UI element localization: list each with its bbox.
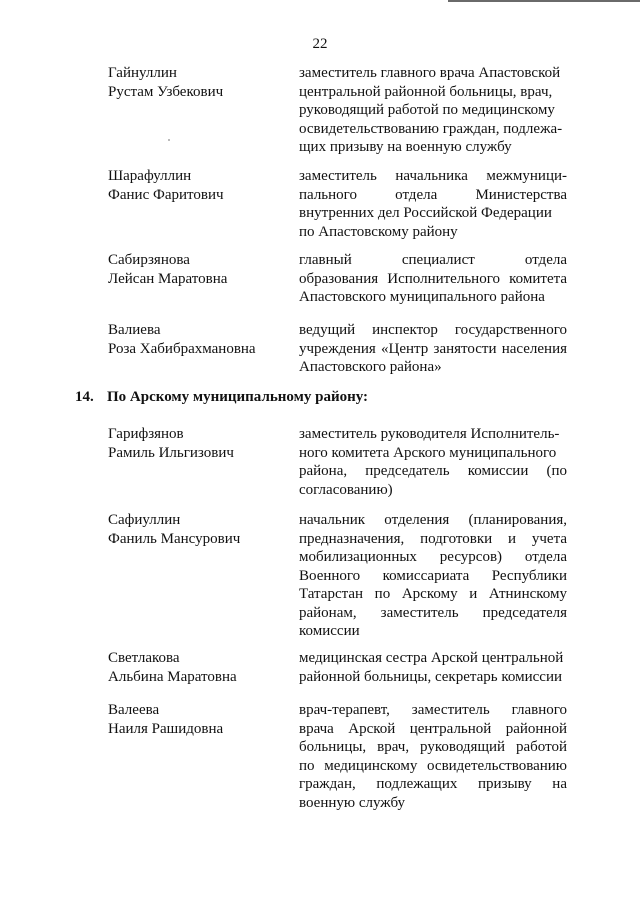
- role-line: предназначения, подготовки и учета: [299, 530, 567, 547]
- role-line: граждан, подлежащих призыву на: [299, 776, 567, 792]
- role-line: согласованию): [299, 481, 393, 498]
- member-role: [299, 251, 567, 307]
- surname: Сабирзянова: [108, 252, 190, 268]
- role-line: врач-терапевт, заместитель главного: [299, 702, 567, 718]
- given-name: Роза Хабибрахмановна: [108, 340, 256, 357]
- role-line: Апастовского муниципального района: [299, 289, 545, 305]
- role-line: освидетельствованию граждан, подлежа-: [299, 120, 563, 137]
- section-title: По Арскому муниципальному району:: [107, 389, 369, 405]
- role-line: образования Исполнительного комитета: [299, 270, 567, 287]
- member-name: [108, 649, 288, 686]
- page-number: 22: [312, 36, 328, 52]
- role-line: по медицинскому освидетельствованию: [299, 757, 567, 774]
- section-heading: [75, 389, 368, 406]
- role-line: районам, заместитель председателя: [299, 604, 567, 621]
- given-name: Рамиль Ильгизович: [108, 444, 234, 461]
- role-line: учреждения «Центр занятости населения: [299, 340, 567, 357]
- member-name: [108, 64, 288, 101]
- member-name: [108, 511, 288, 548]
- member-role: [299, 425, 567, 499]
- role-line: Военного комиссариата Республики: [299, 567, 567, 584]
- role-line: Апастовского района»: [299, 359, 442, 375]
- given-name: Рустам Узбекович: [108, 83, 224, 100]
- role-line: заместитель начальника межмуници-: [299, 168, 567, 184]
- given-name: Альбина Маратовна: [108, 668, 237, 685]
- role-line: заместитель главного врача Апастовской: [299, 65, 561, 81]
- surname: Шарафуллин: [108, 168, 192, 184]
- role-line: по Апастовскому району: [299, 223, 458, 240]
- role-line: районной больницы, секретарь комиссии: [299, 668, 562, 685]
- role-line: ного комитета Арского муниципального: [299, 444, 557, 461]
- scan-speck: [168, 139, 170, 141]
- role-line: врача Арской центральной районной: [299, 720, 567, 737]
- member-name: [108, 167, 288, 204]
- role-line: центральной районной больницы, врач,: [299, 83, 553, 100]
- role-line: больницы, врач, руководящий работой: [299, 739, 567, 755]
- role-line: медицинская сестра Арской центральной: [299, 650, 564, 666]
- role-line: щих призыву на военную службу: [299, 139, 512, 155]
- section-number: 14.: [75, 389, 94, 405]
- member-name: [108, 701, 288, 738]
- member-name: [108, 425, 288, 462]
- role-line: начальник отделения (планирования,: [299, 512, 567, 528]
- role-line: внутренних дел Российской Федерации: [299, 205, 552, 221]
- member-role: [299, 701, 567, 812]
- member-role: [299, 511, 567, 641]
- surname: Светлакова: [108, 650, 180, 666]
- surname: Валиева: [108, 322, 161, 338]
- role-line: заместитель руководителя Исполнитель-: [299, 426, 560, 442]
- member-role: [299, 649, 567, 686]
- given-name: Лейсан Маратовна: [108, 270, 228, 287]
- header-rule: [448, 0, 640, 2]
- member-role: [299, 321, 567, 377]
- given-name: Фаниль Мансурович: [108, 530, 241, 547]
- role-line: района, председатель комиссии (по: [299, 463, 567, 479]
- role-line: военную службу: [299, 794, 406, 811]
- member-role: [299, 167, 567, 241]
- role-line: ведущий инспектор государственного: [299, 322, 567, 338]
- role-line: пального отдела Министерства: [299, 186, 567, 203]
- given-name: Наиля Рашидовна: [108, 720, 224, 737]
- role-line: Татарстан по Арскому и Атнинскому: [299, 586, 567, 602]
- member-name: [108, 321, 288, 358]
- surname: Гарифзянов: [108, 426, 184, 442]
- role-line: руководящий работой по медицинскому: [299, 102, 555, 118]
- given-name: Фанис Фаритович: [108, 186, 224, 203]
- surname: Сафиуллин: [108, 512, 181, 528]
- member-role: [299, 64, 567, 157]
- role-line: комиссии: [299, 623, 360, 639]
- role-line: мобилизационных ресурсов) отдела: [299, 549, 567, 565]
- surname: Гайнуллин: [108, 65, 177, 81]
- surname: Валеева: [108, 702, 160, 718]
- member-name: [108, 251, 288, 288]
- role-line: главный специалист отдела: [299, 252, 567, 268]
